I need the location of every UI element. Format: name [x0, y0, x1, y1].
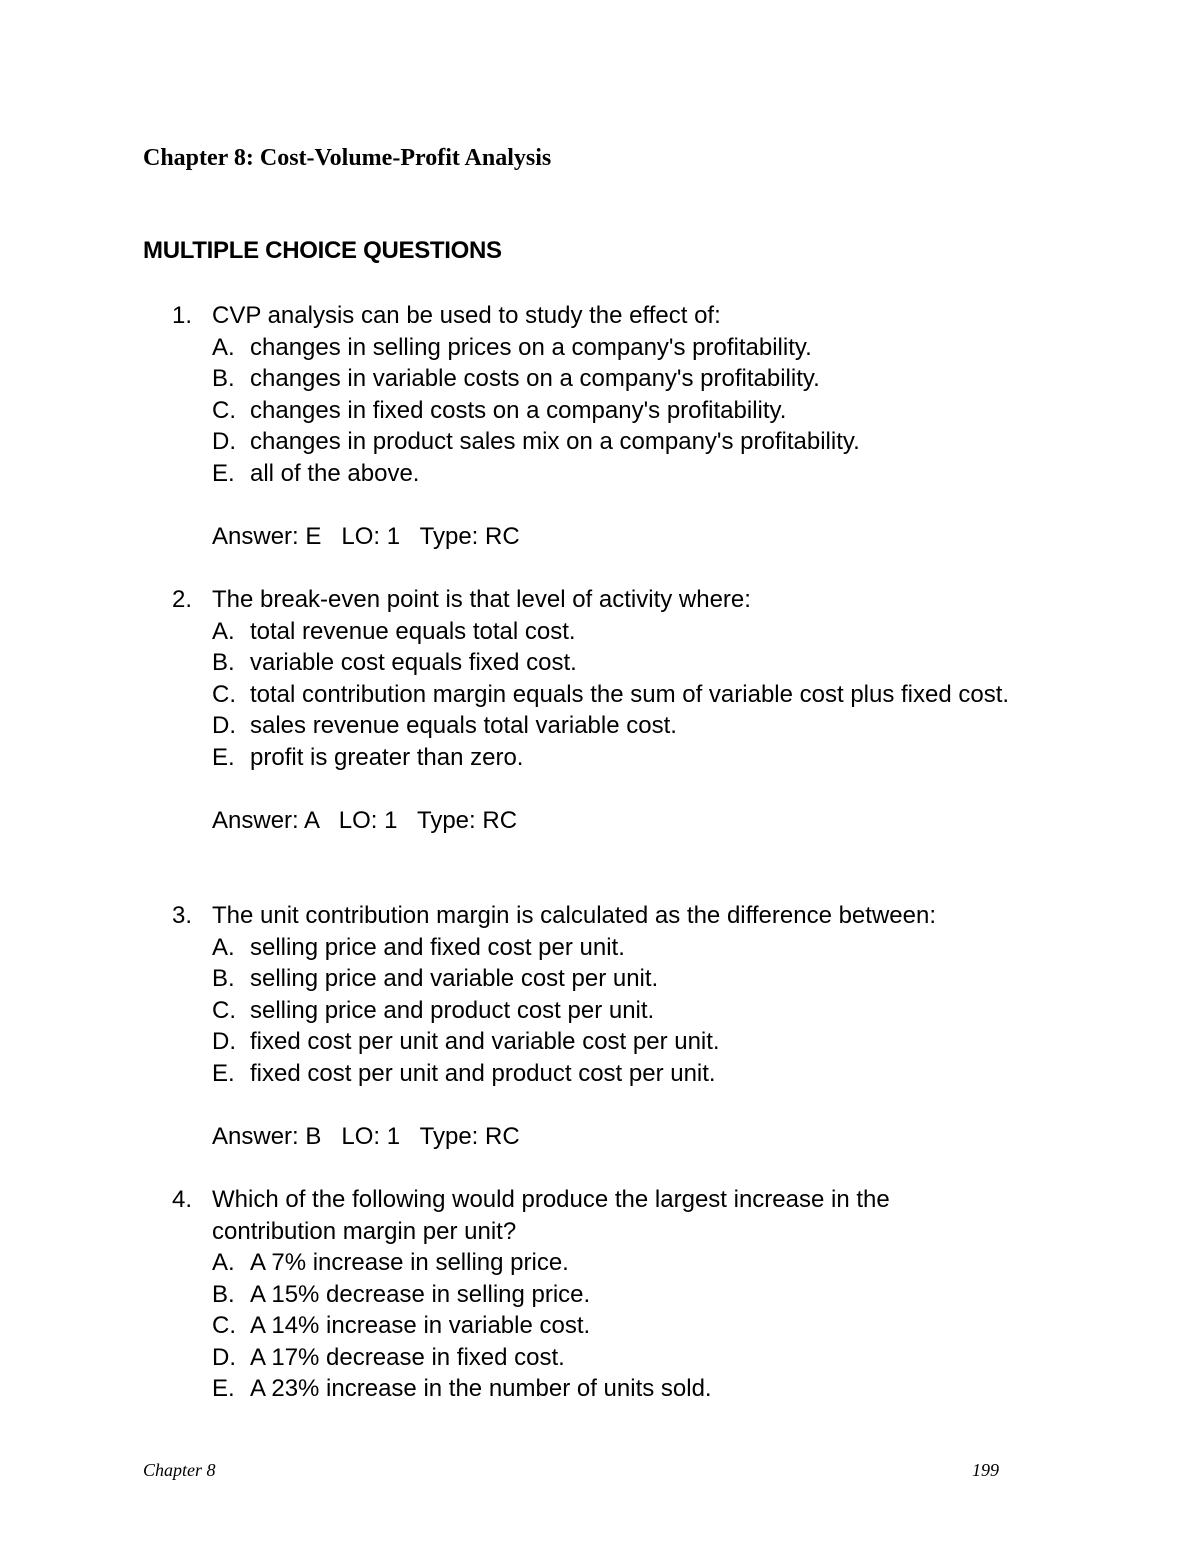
- option-text: selling price and product cost per unit.: [250, 996, 655, 1024]
- question-number: 3.: [172, 902, 193, 929]
- question-3: [143, 900, 1103, 1152]
- option-text: changes in variable costs on a company's profitability.: [250, 365, 820, 392]
- option-b: [143, 647, 1103, 679]
- option-text: changes in fixed costs on a company's profitability.: [250, 396, 787, 424]
- option-text: variable cost equals fixed cost.: [250, 649, 577, 676]
- footer-page-number: 199: [972, 1460, 999, 1480]
- question-stem: [143, 300, 1103, 332]
- question-stem: [143, 584, 1103, 616]
- chapter-title: Chapter 8: Cost-Volume-Profit Analysis: [143, 145, 552, 171]
- option-letter: E.: [212, 743, 235, 771]
- option-b: [143, 963, 1103, 995]
- section-heading: MULTIPLE CHOICE QUESTIONS: [143, 237, 502, 264]
- question-stem: [143, 1184, 1103, 1216]
- option-text: A 17% decrease in fixed cost.: [250, 1343, 565, 1371]
- option-letter: B.: [212, 1280, 235, 1308]
- question-stem-continued: [143, 1216, 1103, 1248]
- question-text: contribution margin per unit?: [212, 1217, 517, 1245]
- option-a: [143, 1247, 1103, 1279]
- option-text: selling price and variable cost per unit.: [250, 965, 659, 992]
- answer-key: Answer: E LO: 1 Type: RC: [212, 522, 520, 550]
- option-d: [143, 1026, 1103, 1058]
- option-text: sales revenue equals total variable cost.: [250, 712, 677, 739]
- option-letter: C.: [212, 1312, 236, 1339]
- option-e: [143, 1058, 1103, 1090]
- option-text: A 15% decrease in selling price.: [250, 1280, 591, 1308]
- option-a: [143, 616, 1103, 648]
- option-letter: B.: [212, 965, 235, 992]
- option-a: [143, 932, 1103, 964]
- option-letter: D.: [212, 428, 236, 455]
- question-number: 1.: [172, 302, 193, 329]
- question-text: The unit contribution margin is calculated as the difference between:: [212, 902, 936, 929]
- option-letter: C.: [212, 996, 236, 1024]
- option-b: [143, 1279, 1103, 1311]
- option-text: fixed cost per unit and product cost per unit.: [250, 1059, 716, 1087]
- option-c: [143, 1310, 1103, 1342]
- option-text: total revenue equals total cost.: [250, 617, 576, 645]
- option-letter: E.: [212, 459, 235, 487]
- option-e: [143, 742, 1103, 774]
- option-letter: C.: [212, 680, 236, 708]
- option-letter: D.: [212, 712, 236, 739]
- option-c: [143, 395, 1103, 427]
- option-letter: A.: [212, 1249, 235, 1276]
- option-a: [143, 332, 1103, 364]
- option-d: [143, 426, 1103, 458]
- option-text: A 7% increase in selling price.: [250, 1249, 569, 1276]
- question-4: [143, 1184, 1103, 1405]
- option-text: selling price and fixed cost per unit.: [250, 933, 625, 961]
- option-letter: E.: [212, 1375, 235, 1402]
- option-c: [143, 679, 1012, 711]
- option-text: changes in product sales mix on a company's profitability.: [250, 428, 860, 455]
- question-text: The break-even point is that level of activity where:: [212, 586, 751, 613]
- option-e: [143, 1373, 1103, 1405]
- option-letter: B.: [212, 649, 235, 676]
- option-c: [143, 995, 1103, 1027]
- option-text: profit is greater than zero.: [250, 743, 524, 771]
- answer-key: Answer: B LO: 1 Type: RC: [212, 1122, 520, 1150]
- option-d: [143, 1342, 1103, 1374]
- option-d: [143, 710, 1103, 742]
- option-letter: D.: [212, 1343, 236, 1371]
- question-1: [143, 300, 1103, 552]
- footer-chapter-label: Chapter 8: [143, 1460, 216, 1480]
- question-text: Which of the following would produce the largest increase in the: [212, 1186, 890, 1213]
- option-letter: C.: [212, 396, 236, 424]
- option-e: [143, 458, 1103, 490]
- option-text: A 14% increase in variable cost.: [250, 1312, 591, 1339]
- question-number: 2.: [172, 586, 193, 613]
- option-letter: A.: [212, 617, 235, 645]
- question-text: CVP analysis can be used to study the effect of:: [212, 302, 721, 329]
- option-letter: B.: [212, 365, 235, 392]
- option-b: [143, 363, 1103, 395]
- answer-key: Answer: A LO: 1 Type: RC: [212, 806, 518, 834]
- option-letter: D.: [212, 1028, 236, 1055]
- option-text: A 23% increase in the number of units sold.: [250, 1375, 712, 1402]
- option-letter: E.: [212, 1059, 235, 1087]
- option-text: fixed cost per unit and variable cost per unit.: [250, 1028, 720, 1055]
- question-stem: [143, 900, 1103, 932]
- question-number: 4.: [172, 1186, 193, 1213]
- option-text: total contribution margin equals the sum of variable cost plus fixed cost.: [250, 680, 1010, 708]
- question-2: [143, 584, 1103, 836]
- option-text: all of the above.: [250, 459, 420, 487]
- option-letter: A.: [212, 333, 235, 361]
- option-letter: A.: [212, 933, 235, 961]
- option-text: changes in selling prices on a company's profitability.: [250, 333, 812, 361]
